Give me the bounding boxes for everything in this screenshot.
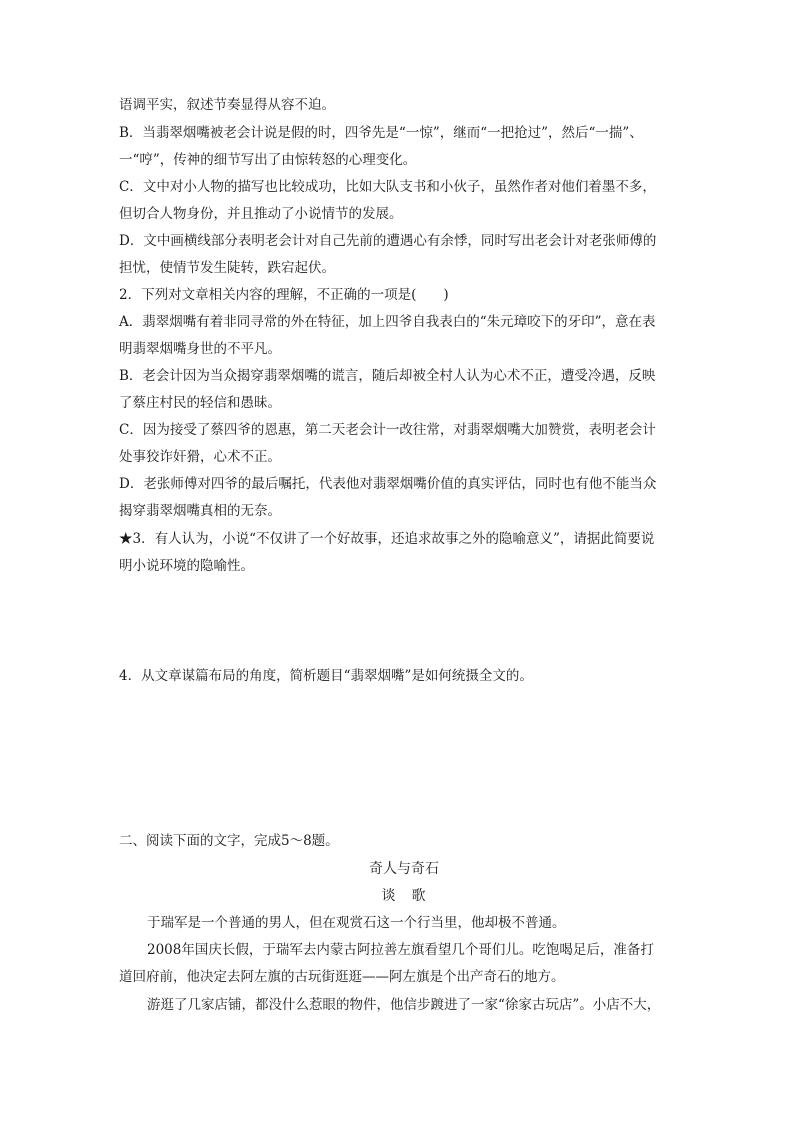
- q1-option-d-line2: 担忧，使情节发生陡转，跌宕起伏。: [119, 260, 335, 276]
- article-paragraph-3-line1: 游逛了几家店铺，都没什么惹眼的物件，他信步踱进了一家“徐家古玩店”。小店不大，: [147, 997, 661, 1013]
- article-paragraph-1: 于瑞军是一个普通的男人，但在观赏石这一个行当里，他却极不普通。: [147, 915, 566, 931]
- article-paragraph-2-line1: 2008年国庆长假，于瑞军去内蒙古阿拉善左旗看望几个哥们儿。吃饱喝足后，准备打: [147, 942, 654, 958]
- q2-option-c-line1: C．因为接受了蔡四爷的恩惠，第二天老会计一改往常，对翡翠烟嘴大加赞赏，表明老会计: [119, 422, 656, 438]
- article-paragraph-2-line2: 道回府前，他决定去阿左旗的古玩街逛逛——阿左旗是个出产奇石的地方。: [119, 969, 565, 985]
- q2-option-d-line1: D．老张师傅对四爷的最后嘱托，代表他对翡翠烟嘴价值的真实评估，同时也有他不能当众: [119, 476, 657, 492]
- q2-stem: 2．下列对文章相关内容的理解，不正确的一项是( ): [119, 287, 449, 303]
- article-title: 奇人与奇石: [369, 861, 439, 877]
- q1-option-d-line1: D．文中画横线部分表明老会计对自己先前的遭遇心有余悸，同时写出老会计对老张师傅的: [119, 233, 657, 249]
- article-author: 谈 歌: [381, 888, 427, 904]
- q2-option-a-line1: A．翡翠烟嘴有着非同寻常的外在特征，加上四爷自我表白的“朱元璋咬下的牙印”，意在表: [119, 314, 656, 330]
- q2-option-b-line1: B．老会计因为当众揭穿翡翠烟嘴的谎言，随后却被全村人认为心术不正，遭受冷遇，反映: [119, 368, 656, 384]
- section2-heading: 二、阅读下面的文字，完成5～8题。: [119, 833, 339, 849]
- q2-option-a-line2: 明翡翠烟嘴身世的不平凡。: [119, 341, 281, 357]
- q2-option-c-line2: 处事狡诈奸猾，心术不正。: [119, 449, 281, 465]
- q1-option-b-line1: B．当翡翠烟嘴被老会计说是假的时，四爷先是“一惊”，继而“一把抢过”，然后“一揣”、: [119, 125, 643, 141]
- q3-line1: ★3．有人认为，小说“不仅讲了一个好故事，还追求故事之外的隐喻意义”，请据此简要说: [119, 531, 655, 547]
- q1-continuation-line: 语调平实，叙述节奏显得从容不迫。: [119, 97, 335, 113]
- q1-option-c-line2: 但切合人物身份，并且推动了小说情节的发展。: [119, 206, 403, 222]
- q3-line2: 明小说环境的隐喻性。: [119, 558, 254, 574]
- q2-option-d-line2: 揭穿翡翠烟嘴真相的无奈。: [119, 503, 281, 519]
- q2-option-b-line2: 了蔡庄村民的轻信和愚昧。: [119, 395, 281, 411]
- q1-option-b-line2: 一“哼”，传神的细节写出了由惊转怒的心理变化。: [119, 152, 417, 168]
- q1-option-c-line1: C．文中对小人物的描写也比较成功，比如大队支书和小伙子，虽然作者对他们着墨不多，: [119, 179, 656, 195]
- q4-line1: 4．从文章谋篇布局的角度，简析题目“翡翠烟嘴”是如何统摄全文的。: [119, 668, 533, 684]
